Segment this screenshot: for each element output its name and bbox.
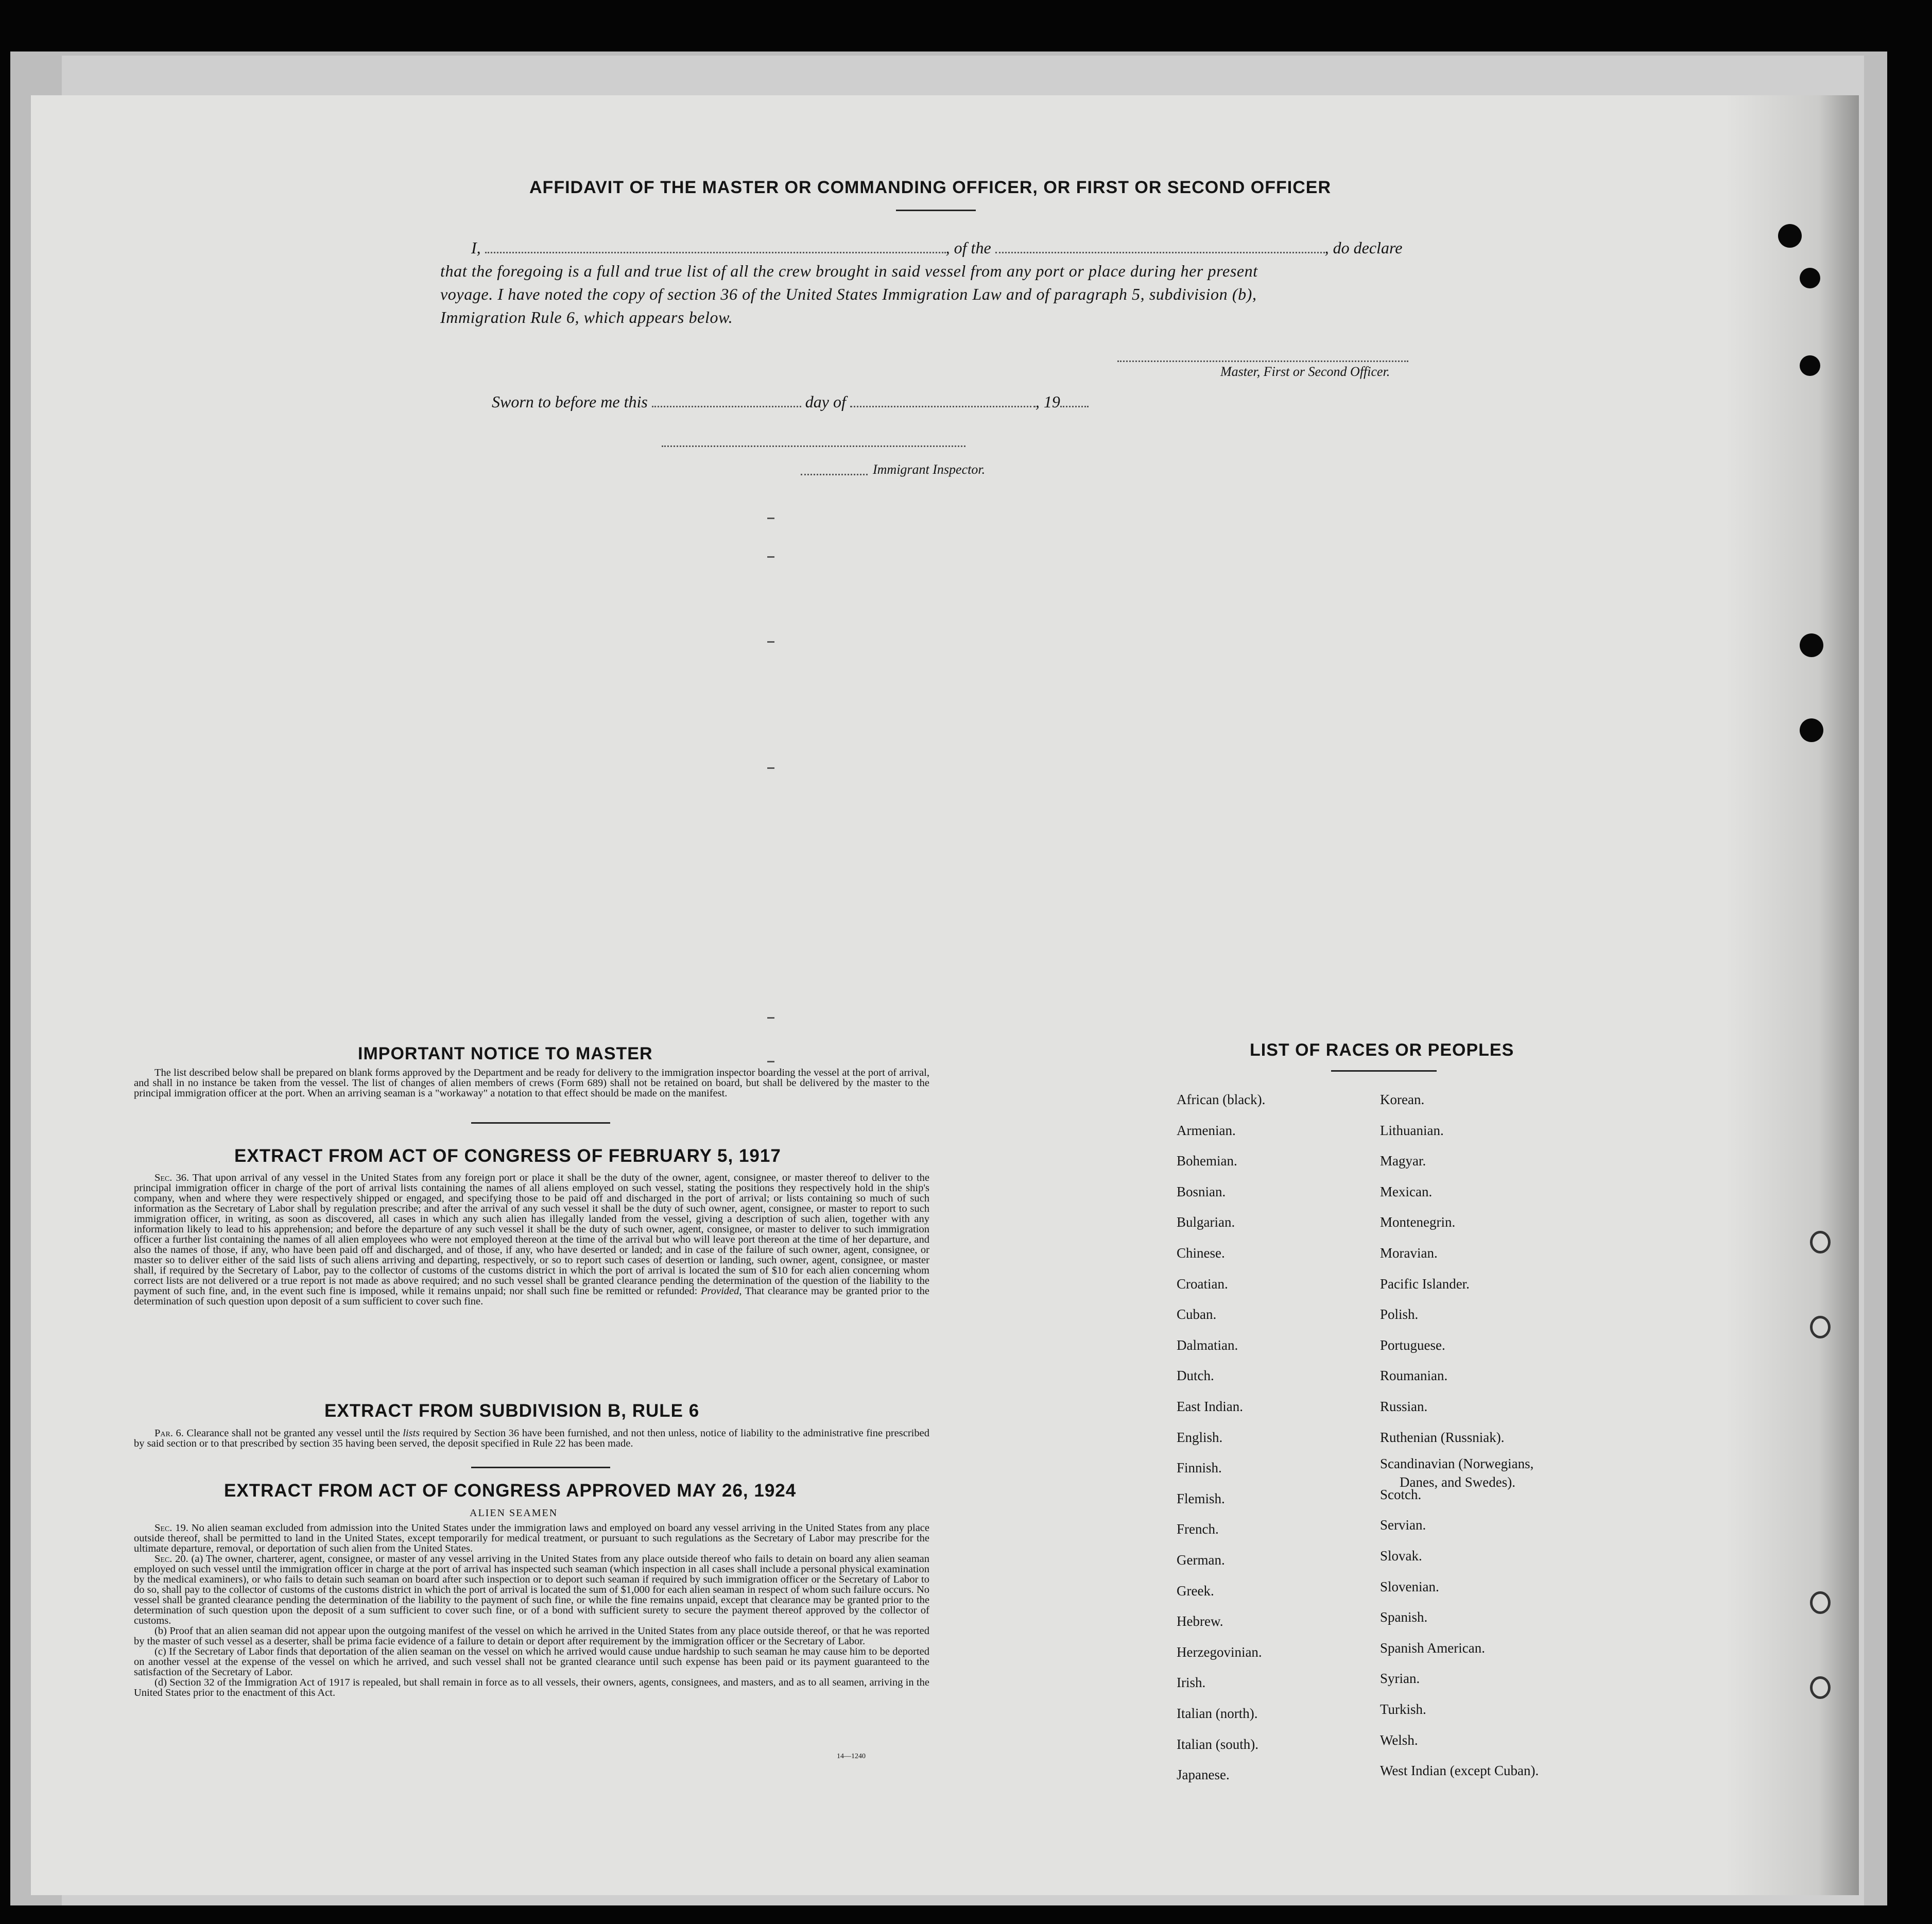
race-item: Bosnian. <box>1177 1183 1226 1199</box>
race-item: Bulgarian. <box>1177 1214 1235 1230</box>
rule6-text-part-2: required by Section 36 have been furnished, and not then unless, notice of liability to the administrative fine prescribed by said section or to that prescribed by section 35 having been served, the deposit specified in Rule 22 has been made. <box>134 1428 929 1449</box>
inspector-caption: Immigrant Inspector. <box>873 462 986 477</box>
rule6-text-part-1: Clearance shall not be granted any vessel until the <box>186 1428 400 1439</box>
officer-signature-caption: Master, First or Second Officer. <box>1220 364 1390 379</box>
race-item: Polish. <box>1380 1307 1419 1322</box>
sec-19-label: Sec. 19. <box>154 1522 188 1534</box>
affidavit-declarant-line <box>471 238 1402 257</box>
race-item: Flemish. <box>1177 1490 1225 1506</box>
section-divider <box>471 1467 610 1468</box>
sworn-month-field <box>850 406 1036 407</box>
grommet-ring <box>1810 1316 1831 1338</box>
notice-paragraph: The list described below shall be prepared on blank forms approved by the Department and be ready for delivery to the immigration inspector boarding the vessel at the port of arrival, and shall in no instance be taken from the vessel. The list of changes of alien members of crews (Form 689) shall not be retained on board, but shall be delivered by the master to the principal immigration officer at the port. When an arriving seaman is a "workaway" a notation to that effect should be made on the manifest. <box>134 1067 929 1099</box>
race-item: German. <box>1177 1552 1225 1568</box>
affidavit-body-line-3: Immigration Rule 6, which appears below. <box>440 308 733 327</box>
race-item: Portuguese. <box>1380 1337 1445 1353</box>
race-item: Cuban. <box>1177 1307 1217 1322</box>
race-item: Chinese. <box>1177 1245 1225 1261</box>
form-page <box>31 95 1859 1895</box>
race-item: Croatian. <box>1177 1276 1228 1292</box>
race-item: Herzegovinian. <box>1177 1644 1262 1660</box>
affidavit-title: AFFIDAVIT OF THE MASTER OR COMMANDING OFFICER, OR FIRST OR SECOND OFFICER <box>529 178 1331 197</box>
extract-1917-title: EXTRACT FROM ACT OF CONGRESS OF FEBRUARY 5, 1917 <box>234 1146 781 1166</box>
stray-mark <box>767 518 774 519</box>
race-item: Moravian. <box>1380 1245 1438 1261</box>
proviso-label: Provided, <box>701 1285 742 1297</box>
sec-20b-text: (b) Proof that an alien seaman did not appear upon the outgoing manifest of the vessel on which he arrived in the United States from any place outside thereof, or that he was reported by the master of such vessel as a deserter, shall be prima facie evidence of a failure to detain or deport after requirement by the immigration officer or the Secretary of Labor. <box>134 1625 929 1647</box>
race-item: Spanish. <box>1380 1609 1428 1625</box>
extract-rule6-text <box>134 1428 929 1449</box>
race-item: Montenegrin. <box>1380 1214 1456 1230</box>
affidavit-body-line-2: voyage. I have noted the copy of section 36 of the United States Immigration Law and of paragraph 5, subdivision (b), <box>440 285 1257 303</box>
sworn-year-field <box>1060 406 1089 407</box>
notice-title: IMPORTANT NOTICE TO MASTER <box>358 1044 653 1063</box>
grommet-ring <box>1810 1231 1831 1253</box>
race-item: Slovenian. <box>1380 1578 1439 1594</box>
of-the-label: , of the <box>945 238 991 257</box>
form-number: 14—1240 <box>837 1753 866 1760</box>
race-item: Bohemian. <box>1177 1153 1237 1169</box>
race-item: Finnish. <box>1177 1460 1222 1476</box>
race-item: Italian (south). <box>1177 1736 1258 1752</box>
grommet-ring <box>1810 1591 1831 1614</box>
do-declare-label: , do declare <box>1324 238 1403 257</box>
declarant-name-field <box>485 252 946 253</box>
stray-mark <box>767 641 774 643</box>
race-item: Scandinavian (Norwegians, <box>1380 1456 1534 1472</box>
sec-20a-text: (a) The owner, charterer, agent, consignee, or master of any vessel arriving in the United States from any place outside thereof who fails to detain on board any alien seaman employed on such vessel until the immigration officer in charge at the port of arrival has inspected such seaman (which inspection in all cases shall include a personal physical examination by the medical examiners), or who fails to detain such seaman on board after such inspection or to deport such seaman if required by such immigration officer or the Secretary of Labor to do so, shall pay to the collector of customs of the customs district in which the port of arrival is located the sum of $1,000 for each alien seaman in respect of whom such failure occurs. No vessel shall be granted clearance pending the determination of the liability to the payment of such fine, or while the fine remains unpaid, except that clearance may be granted prior to the determination of such question upon the deposit of a sum sufficient to cover such fine, or of a bond with sufficient surety to secure the payment thereof approved by the collector of customs. <box>134 1553 930 1626</box>
inspector-short-line <box>801 474 868 475</box>
page-edge-shadow <box>1725 95 1859 1895</box>
sec-20c-text: (c) If the Secretary of Labor finds that deportation of the alien seaman on the vessel on which he arrived would cause undue hardship to such seaman he may cause him to be deported on another vessel at the expense of the vessel on which he arrived, and such vessel shall not be granted clearance until such expense has been paid or its payment guaranteed to the satisfaction of the Secretary of Labor. <box>134 1646 929 1678</box>
race-item: Armenian. <box>1177 1122 1236 1138</box>
sec-19-text: No alien seaman excluded from admission into the United States under the immigration laws and employed on board any vessel arriving in the United States from any place outside thereof, shall be permitted to land in the United States, except temporarily for medical treatment, or pursuant to such regulations as the Secretary of Labor may prescribe for the ultimate departure, removal, or deportation of such alien from the United States. <box>134 1522 930 1554</box>
sworn-day-of-label: day of <box>805 392 846 411</box>
extract-rule6-title: EXTRACT FROM SUBDIVISION B, RULE 6 <box>324 1401 700 1421</box>
punch-hole <box>1800 718 1823 742</box>
race-item: Irish. <box>1177 1675 1206 1691</box>
race-item: Ruthenian (Russniak). <box>1380 1429 1505 1445</box>
punch-hole <box>1800 355 1820 376</box>
race-item: Spanish American. <box>1380 1640 1485 1656</box>
race-item: Roumanian. <box>1380 1368 1448 1384</box>
sworn-year-label: , 19 <box>1035 392 1060 411</box>
extract-1917-text <box>134 1173 929 1307</box>
race-item: Slovak. <box>1380 1548 1422 1564</box>
race-item: Greek. <box>1177 1583 1214 1599</box>
race-item: English. <box>1177 1429 1223 1445</box>
grommet-ring <box>1810 1676 1831 1699</box>
stray-mark <box>767 1061 774 1062</box>
extract-1924-title: EXTRACT FROM ACT OF CONGRESS APPROVED MAY 26, 1924 <box>224 1481 797 1501</box>
race-item: African (black). <box>1177 1092 1266 1107</box>
sworn-line <box>492 392 1089 411</box>
stray-mark <box>767 767 774 769</box>
race-item: Syrian. <box>1380 1671 1420 1687</box>
notice-text <box>134 1068 929 1098</box>
punch-hole <box>1800 268 1820 288</box>
sworn-day-field <box>652 406 801 407</box>
officer-signature-line <box>1117 360 1408 362</box>
sec-36-text: That upon arrival of any vessel in the United States from any foreign port or place it shall be the duty of the owner, agent, consignee, or master thereof to deliver to the principal immigration officer in charge of the port of arrival lists containing the names of all aliens employed on such vessel, stating the positions they respectively hold in the ship's company, when and where they were respectively shipped or engaged, and specifying those to be paid off and discharged in the port of arrival; or lists containing so much of such information as the Secretary of Labor shall by regulation prescribe; and after the arrival of any such vessel it shall be the duty of such owner, agent, consignee, or master to report to such immigration officer, in writing, as soon as discovered, all cases in which any such alien has illegally landed from the vessel, giving a description of such alien, together with any information likely to lead to his apprehension; and before the departure of any such vessel it shall be the duty of such owner, agent, consignee, or master to deliver to such immigration officer a further list containing the names of all alien employees who were not employed thereon at the time of the arrival but who will leave port thereon at the time of her departure, and also the names of those, if any, who have been paid off and discharged, and of those, if any, who have deserted or landed; and in case of the failure of such owner, agent, consignee, or master so to deliver either of the said lists of such aliens arriving and departing, respectively, or so to report such cases of desertion or landing, such owner, agent, consignee, or master shall, if required by the Secretary of Labor, pay to the collector of customs of the customs district in which the port of arrival is located the sum of $10 for each alien concerning whom correct lists are not delivered or a true report is not made as above required; and no such vessel shall be granted clearance pending the determination of the question of the liability to the payment of such fine, and, in the event such fine is imposed, while it remains unpaid; nor shall such fine be remitted or refunded: <box>134 1172 929 1297</box>
punch-hole <box>1778 224 1802 248</box>
sworn-prefix: Sworn to before me this <box>492 392 648 411</box>
extract-1924-text <box>134 1523 929 1698</box>
vessel-name-field <box>995 252 1325 253</box>
race-item: Magyar. <box>1380 1153 1426 1169</box>
sec-20-label: Sec. 20. <box>154 1553 188 1565</box>
race-item: Lithuanian. <box>1380 1122 1444 1138</box>
declarant-prefix: I, <box>471 238 481 257</box>
punch-hole <box>1800 633 1823 657</box>
races-title-rule <box>1331 1070 1437 1072</box>
section-divider <box>471 1122 610 1124</box>
stray-mark <box>767 1017 774 1019</box>
race-item: Turkish. <box>1380 1702 1426 1717</box>
alien-seamen-subtitle: ALIEN SEAMEN <box>470 1507 558 1519</box>
race-item: Italian (north). <box>1177 1706 1258 1721</box>
race-item: Dalmatian. <box>1177 1337 1238 1353</box>
race-item: Hebrew. <box>1177 1613 1223 1629</box>
race-item: Japanese. <box>1177 1767 1230 1783</box>
race-item: Russian. <box>1380 1399 1428 1414</box>
inspector-signature-line <box>662 445 965 447</box>
sec-36-label: Sec. 36. <box>154 1172 189 1183</box>
race-item: Welsh. <box>1380 1732 1418 1748</box>
stray-mark <box>767 556 774 558</box>
sec-20d-text: (d) Section 32 of the Immigration Act of 1917 is repealed, but shall remain in force as to all vessels, their owners, agents, consignees, and masters, and as to all seamen, arriving in the United States prior to the enactment of this Act. <box>134 1677 929 1698</box>
race-item: Scotch. <box>1380 1486 1422 1502</box>
race-item: French. <box>1177 1521 1219 1537</box>
proviso-text: That clearance may be granted prior to the determination of such question upon deposit of a sum sufficient to cover such fine. <box>134 1285 929 1307</box>
race-item: Korean. <box>1380 1092 1425 1107</box>
lists-word: lists <box>403 1428 420 1439</box>
races-title: LIST OF RACES OR PEOPLES <box>1250 1040 1514 1060</box>
affidavit-body-line-1: that the foregoing is a full and true list of all the crew brought in said vessel from any port or place during her present <box>440 262 1258 280</box>
race-item: East Indian. <box>1177 1399 1243 1414</box>
race-item: Servian. <box>1380 1517 1426 1533</box>
race-item-continuation: Danes, and Swedes). <box>1400 1474 1515 1490</box>
race-item: Mexican. <box>1380 1183 1433 1199</box>
race-item: Dutch. <box>1177 1368 1214 1384</box>
race-item: West Indian (except Cuban). <box>1380 1763 1539 1779</box>
race-item: Pacific Islander. <box>1380 1276 1470 1292</box>
par-6-label: Par. 6. <box>154 1428 184 1439</box>
title-rule <box>896 210 976 211</box>
